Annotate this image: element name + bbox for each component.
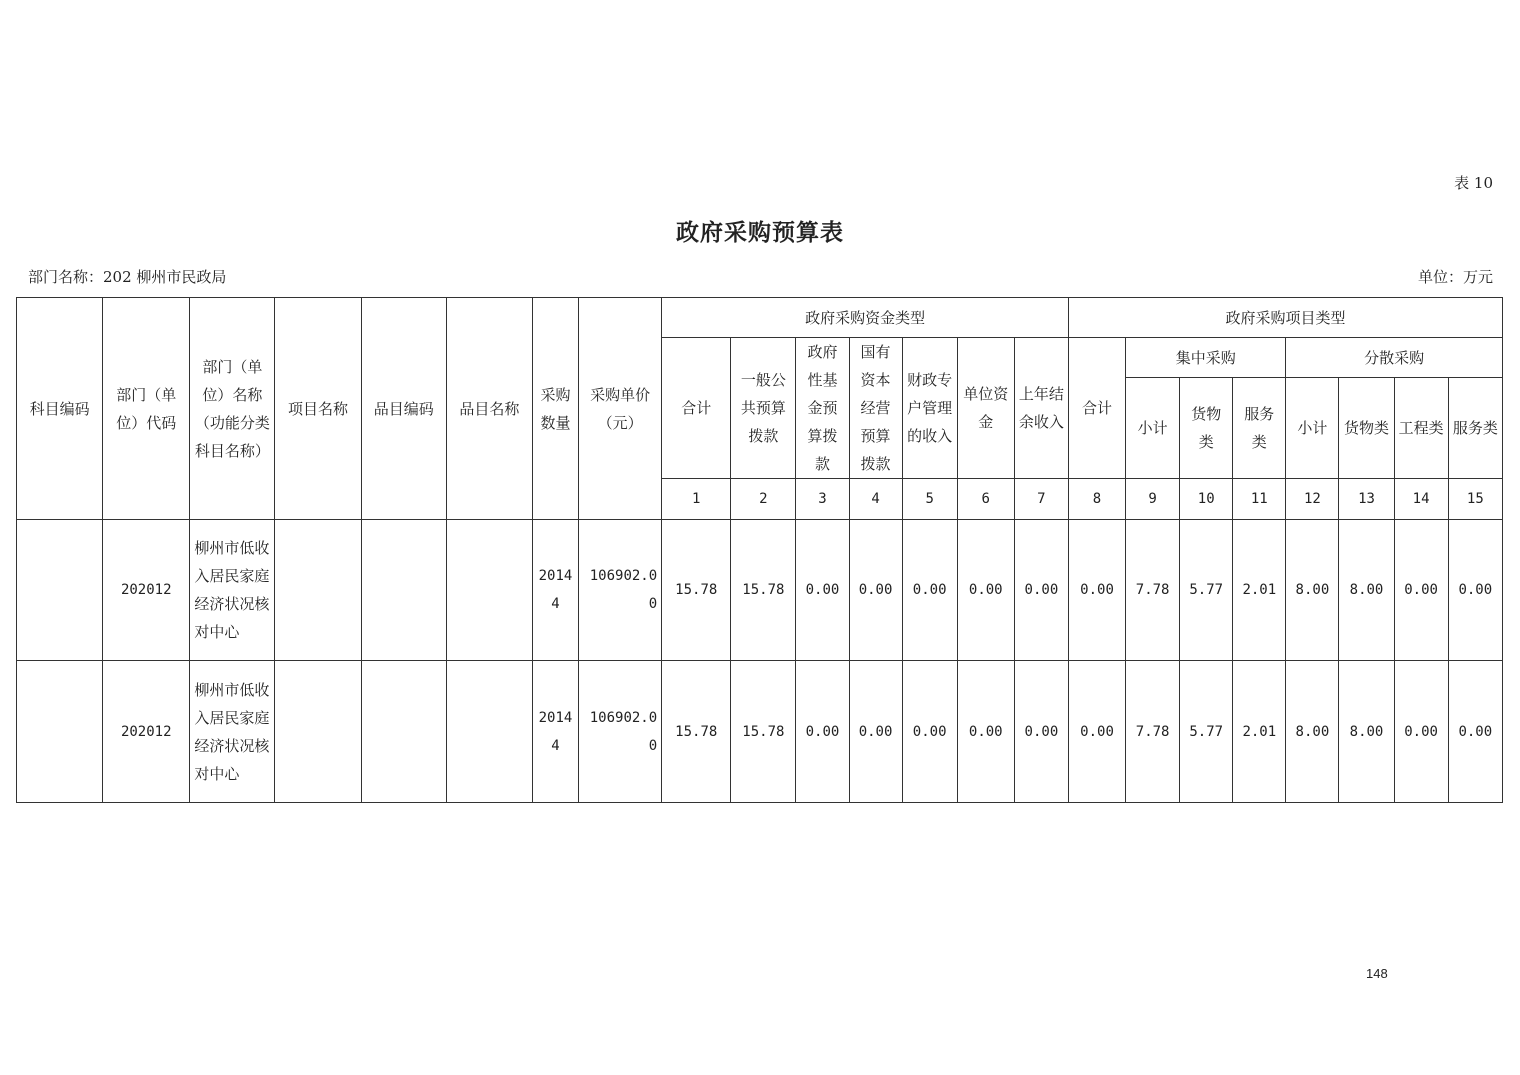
header-state-capital: 国有资本经营预算拨款 [849,338,902,479]
cell-value: 7.78 [1126,520,1180,661]
column-number: 13 [1339,479,1394,520]
cell-subject-code [17,520,103,661]
header-project-total: 合计 [1068,338,1125,479]
header-engineering-decentralized: 工程类 [1394,378,1448,479]
procurement-budget-table [16,297,1503,803]
cell-value: 8.00 [1286,520,1339,661]
cell-value: 0.00 [1394,520,1448,661]
cell-project-name [275,520,361,661]
column-number: 8 [1068,479,1125,520]
cell-value: 2.01 [1233,661,1286,803]
cell-value: 0.00 [957,661,1014,803]
cell-value: 8.00 [1339,661,1394,803]
column-number: 14 [1394,479,1448,520]
header-unit-price: 采购单价（元） [579,298,662,520]
cell-unit-price: 106902.00 [579,520,662,661]
cell-value: 5.77 [1180,661,1233,803]
header-general-budget: 一般公共预算拨款 [731,338,796,479]
column-number: 5 [902,479,957,520]
column-number: 7 [1014,479,1068,520]
cell-value: 15.78 [731,661,796,803]
cell-dept-code: 202012 [103,520,190,661]
header-subject-code: 科目编码 [17,298,103,520]
cell-quantity: 20144 [532,520,578,661]
cell-value: 0.00 [957,520,1014,661]
header-row-1 [17,298,1503,338]
column-number: 10 [1180,479,1233,520]
cell-dept-name: 柳州市低收入居民家庭经济状况核对中心 [190,661,275,803]
cell-value: 0.00 [1014,520,1068,661]
cell-value: 8.00 [1286,661,1339,803]
header-goods-decentralized: 货物类 [1339,378,1394,479]
header-fund-type: 政府采购资金类型 [662,298,1069,338]
header-project-name: 项目名称 [275,298,361,520]
header-dept-code: 部门（单位）代码 [103,298,190,520]
cell-value: 0.00 [1394,661,1448,803]
column-number: 4 [849,479,902,520]
header-special-account: 财政专户管理的收入 [902,338,957,479]
cell-value: 0.00 [1068,520,1125,661]
cell-value: 15.78 [731,520,796,661]
column-number: 3 [796,479,849,520]
page-number: 148 [1366,966,1388,981]
cell-subject-code [17,661,103,803]
cell-value: 0.00 [1448,661,1502,803]
header-gov-fund: 政府性基金预算拨款 [796,338,849,479]
column-number: 1 [662,479,731,520]
header-fund-total: 合计 [662,338,731,479]
page-title: 政府采购预算表 [676,219,844,246]
cell-value: 2.01 [1233,520,1286,661]
cell-value: 0.00 [1448,520,1502,661]
cell-dept-code: 202012 [103,661,190,803]
column-number: 2 [731,479,796,520]
header-decentralized: 分散采购 [1286,338,1503,378]
table-row [17,520,1503,661]
column-number: 6 [957,479,1014,520]
cell-item-code [361,520,446,661]
cell-value: 0.00 [849,661,902,803]
cell-item-name [446,520,532,661]
column-number: 15 [1448,479,1502,520]
header-goods-centralized: 货物类 [1180,378,1233,479]
cell-value: 0.00 [1014,661,1068,803]
cell-value: 8.00 [1339,520,1394,661]
cell-project-name [275,661,361,803]
header-centralized: 集中采购 [1126,338,1286,378]
column-number: 11 [1233,479,1286,520]
column-number: 12 [1286,479,1339,520]
cell-value: 0.00 [1068,661,1125,803]
header-unit-fund: 单位资金 [957,338,1014,479]
cell-item-name [446,661,532,803]
cell-value: 0.00 [902,520,957,661]
header-service-centralized: 服务类 [1233,378,1286,479]
cell-value: 15.78 [662,661,731,803]
cell-value: 7.78 [1126,661,1180,803]
cell-unit-price: 106902.00 [579,661,662,803]
cell-item-code [361,661,446,803]
header-quantity: 采购数量 [532,298,578,520]
cell-value: 0.00 [902,661,957,803]
header-subtotal-centralized: 小计 [1126,378,1180,479]
cell-value: 0.00 [849,520,902,661]
cell-value: 0.00 [796,661,849,803]
header-item-code: 品目编码 [361,298,446,520]
unit-label: 单位：万元 [1417,268,1493,286]
cell-value: 0.00 [796,520,849,661]
cell-dept-name: 柳州市低收入居民家庭经济状况核对中心 [190,520,275,661]
cell-value: 15.78 [662,520,731,661]
header-prior-balance: 上年结余收入 [1014,338,1068,479]
column-number: 9 [1126,479,1180,520]
cell-value: 5.77 [1180,520,1233,661]
table-row [17,661,1503,803]
table-number-label: 表 10 [1454,174,1493,192]
header-project-type: 政府采购项目类型 [1068,298,1502,338]
header-dept-name: 部门（单位）名称（功能分类科目名称） [190,298,275,520]
department-label: 部门名称：202 柳州市民政局 [28,268,227,286]
header-service-decentralized: 服务类 [1448,378,1502,479]
header-subtotal-decentralized: 小计 [1286,378,1339,479]
cell-quantity: 20144 [532,661,578,803]
header-item-name: 品目名称 [446,298,532,520]
